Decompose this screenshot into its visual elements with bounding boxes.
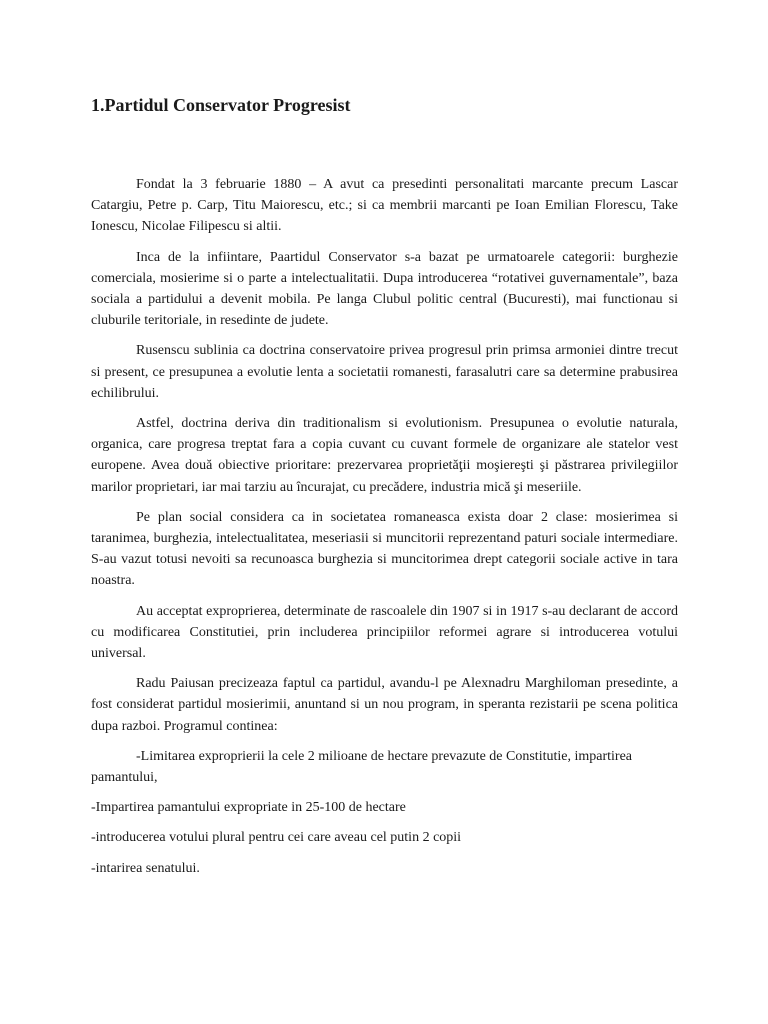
paragraph-program: Radu Paiusan precizeaza faptul ca partidul, avandu-l pe Alexnadru Marghiloman presedinte, a fost considerat partidul mosierimii, anuntand si un nou program, in speranta rezistarii pe scena politica dupa razboi. Programul continea:	[91, 676, 678, 734]
paragraph-traditionalism: Astfel, doctrina deriva din traditionalism si evolutionism. Presupunea o evolutie naturala, organica, care progresa treptat fara a copia cuvant cu cuvant formele de organizare ale statelor vest europene. Avea două obiective prioritare: prezervarea proprietăţii moşiereşti şi păstrarea privilegiilor marilor proprietari, iar mai tarziu au încurajat, cu precădere, industria mică şi meseriile.	[91, 416, 678, 495]
list-item: -intarirea senatului.	[91, 860, 200, 876]
list-item: -introducerea votului plural pentru cei care aveau cel putin 2 copii	[91, 830, 462, 846]
paragraph-doctrine: Rusenscu sublinia ca doctrina conservatoire privea progresul prin primsa armoniei dintre trecut si present, ce presupunea a evolutie lenta a societatii romanesti, farasalutri care sa determine prabusirea echilibrului.	[91, 343, 678, 401]
document-body	[91, 174, 678, 888]
paragraph-founding: Fondat la 3 februarie 1880 – A avut ca presedinti personalitati marcante precum Lascar Catargiu, Petre p. Carp, Titu Maiorescu, etc.; si ca membrii marcanti pe Ioan Emilian Florescu, Take Ionescu, Nicolae Filipescu si altii.	[91, 177, 678, 235]
list-item: -Impartirea pamantului expropriate in 25-100 de hectare	[91, 800, 406, 816]
paragraph-program-item-limit: -Limitarea exproprierii la cele 2 milioane de hectare prevazute de Constitutie, impartirea pamantului,	[91, 748, 632, 786]
paragraph-social-base: Inca de la infiintare, Paartidul Conservator s-a bazat pe urmatoarele categorii: burghezie comerciala, mosierime si o parte a intelectualitatii. Dupa introducerea “rotativei guvernamentale”, baza sociala a partidului a devenit mobila. Pe langa Clubul politic central (Bucuresti), mai functionau si cluburile teritoriale, in resedinte de judete.	[91, 249, 678, 329]
document-title: 1.Partidul Conservator Progresist	[91, 95, 351, 115]
paragraph-social-classes: Pe plan social considera ca in societatea romaneasca exista doar 2 clase: mosierimea si taranimea, burghezia, intelectualitatea, meseriasii si muncitorii reprezentand paturi sociale intermediare. S-au vazut totusi nevoiti sa recunoasca burghezia si muncitorimea drept categorii sociale active in tara noastra.	[91, 509, 678, 589]
paragraph-expropriation: Au acceptat exproprierea, determinate de rascoalele din 1907 si in 1917 s-au declarant de accord cu modificarea Constitutiei, prin includerea principiilor reformei agrare si introducerea votului universal.	[91, 603, 678, 662]
